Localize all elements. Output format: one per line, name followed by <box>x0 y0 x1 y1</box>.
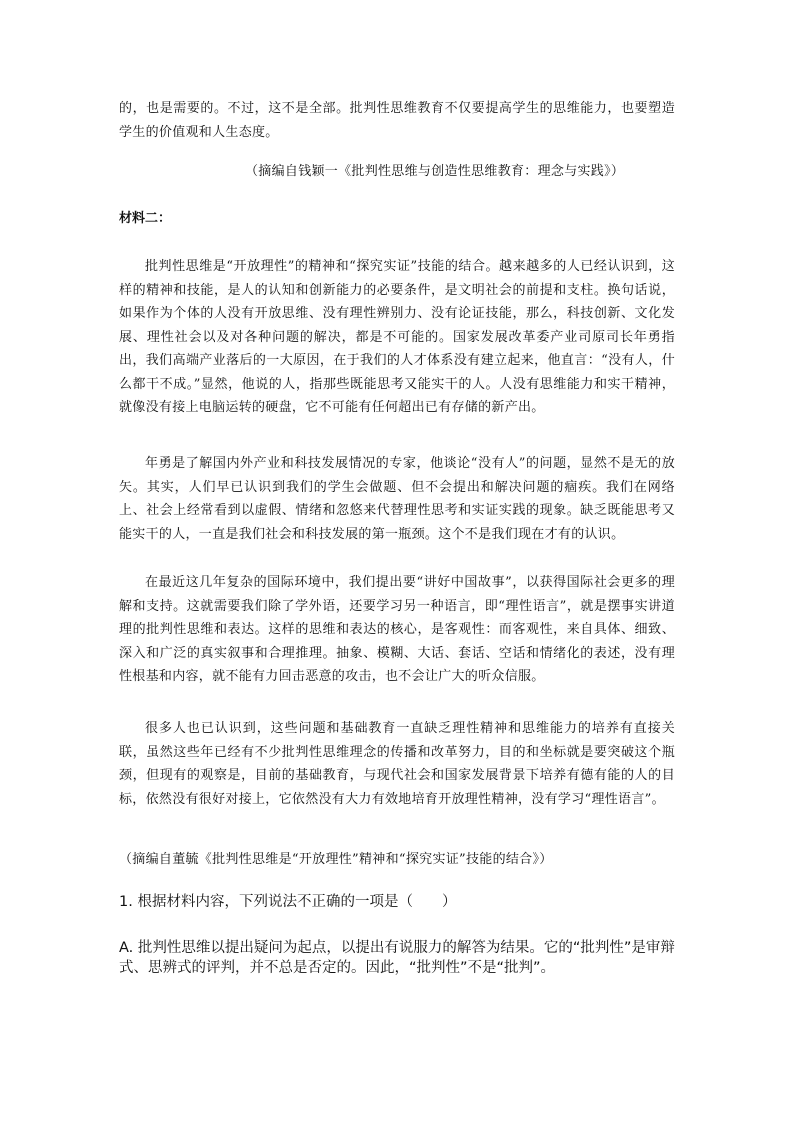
material2-paragraph-3: 在最近这几年复杂的国际环境中，我们提出要“讲好中国故事”，以获得国际社会更多的理解和支持。这就需要我们除了学外语，还要学习另一种语言，即“理性语言”，就是摆事实讲道理的批判性思维和表达。这样的思维和表达的核心，是客观性：而客观性，来自具体、细致、深入和广泛的真实叙事和合理推理。抽象、模糊、大话、套话、空话和情绪化的表述，没有理性根基和内容，就不能有力回击恶意的攻击，也不会让广大的听众信服。 <box>119 575 675 684</box>
material2-paragraph-1: 批判性思维是“开放理性”的精神和“探究实证”技能的结合。越来越多的人已经认识到，这样的精神和技能，是人的认知和创新能力的必要条件，是文明社会的前提和支柱。换句话说，如果作为个体的人没有开放思维、没有理性辨别力、没有论证技能，那么，科技创新、文化发展、理性社会以及对各种问题的解决，都是不可能的。国家发展改革委产业司原司长年勇指出，我们高端产业落后的一大原因，在于我们的人才体系没有建立起来，他直言：“没有人，什么都干不成。”显然，他说的人，指那些既能思考又能实干的人。人没有思维能力和实干精神，就像没有接上电脑运转的硬盘，它不可能有任何超出已有存储的新产出。 <box>119 259 675 415</box>
material1-continuation-paragraph: 的，也是需要的。不过，这不是全部。批判性思维教育不仅要提高学生的思维能力，也要塑造学生的价值观和人生态度。 <box>119 101 675 140</box>
material1-source-citation: （摘编自钱颖一《批判性思维与创造性思维教育：理念与实践》） <box>245 164 625 179</box>
question-stem: 1. 根据材料内容，下列说法不正确的一项是（ ） <box>119 894 457 910</box>
material2-heading: 材料二： <box>119 211 172 226</box>
option-a: A. 批判性思维以提出疑问为起点，以提出有说服力的解答为结果。它的“批判性”是审辩式、思辨式的评判，并不总是否定的。因此，“批判性”不是“批判”。 <box>119 940 675 976</box>
material2-source-citation: （摘编自董毓《批判性思维是“开放理性”精神和“探究实证”技能的结合》） <box>119 852 553 867</box>
material2-paragraph-4: 很多人也已认识到，这些问题和基础教育一直缺乏理性精神和思维能力的培养有直接关联，虽然这些年已经有不少批判性思维理念的传播和改革努力，目的和坐标就是要突破这个瓶颈，但现有的观察是，目前的基础教育，与现代社会和国家发展背景下培养有德有能的人的目标，依然没有很好对接上，它依然没有大力有效地培育开放理性精神，没有学习“理性语言”。 <box>119 721 675 807</box>
material2-paragraph-2: 年勇是了解国内外产业和科技发展情况的专家，他谈论“没有人”的问题，显然不是无的放矢。其实，人们早已认识到我们的学生会做题、但不会提出和解决问题的痼疾。我们在网络上、社会上经常看到以虚假、情绪和忽悠来代替理性思考和实证实践的现象。缺乏既能思考又能实干的人，一直是我们社会和科技发展的第一瓶颈。这个不是我们现在才有的认识。 <box>119 456 675 542</box>
